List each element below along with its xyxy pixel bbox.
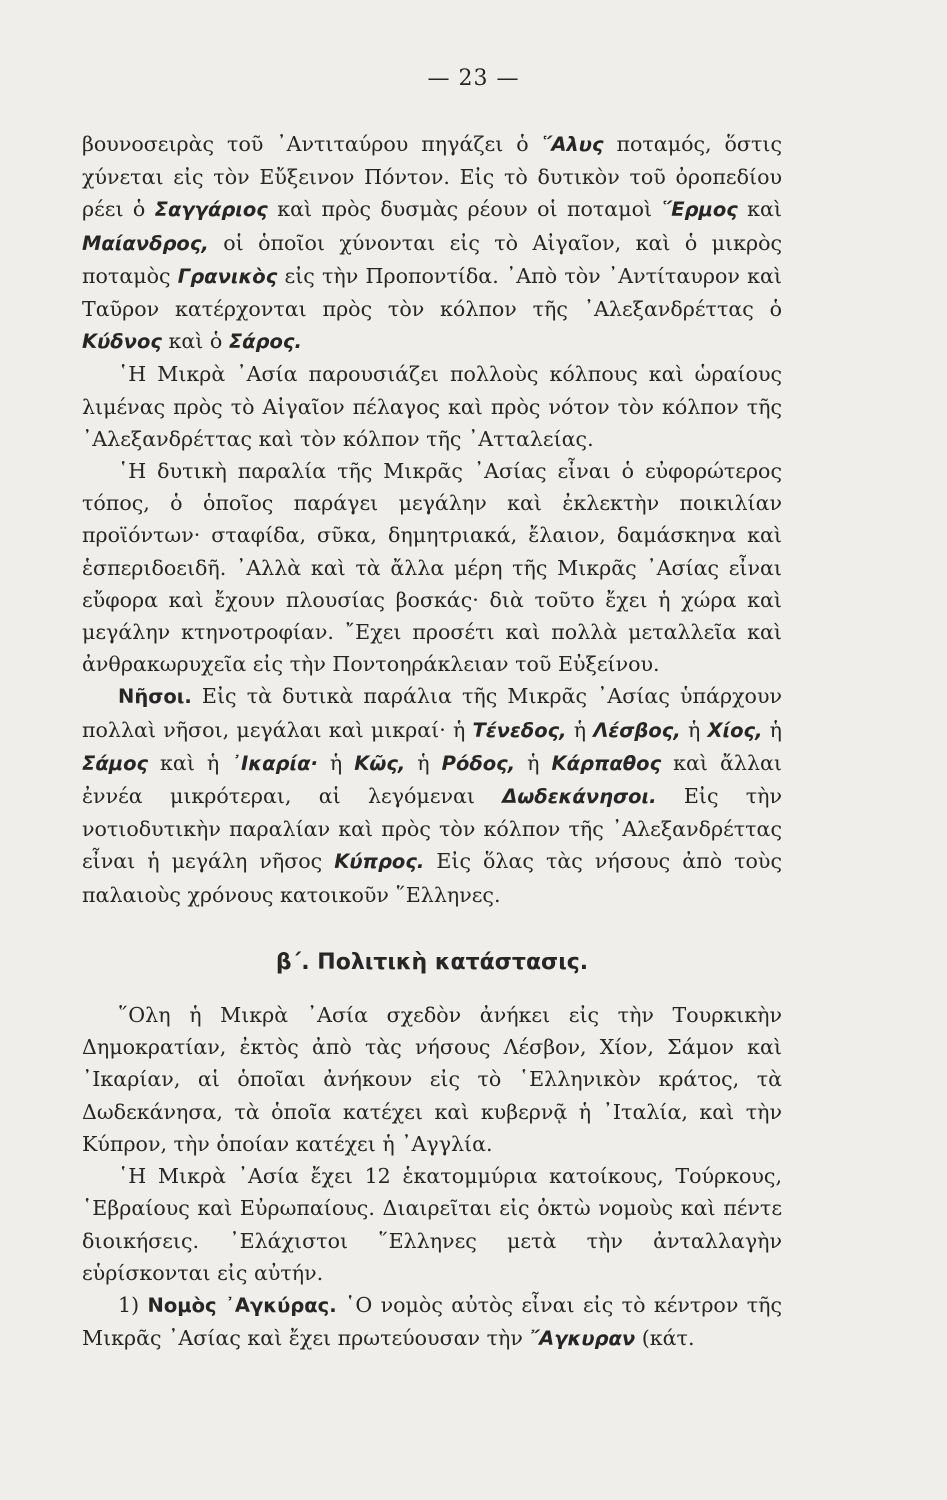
page-body [82,128,782,1355]
paragraph-islands: Νῆσοι. Εἰς τὰ δυτικὰ παράλια τῆς Μικρᾶς ᾿Ασίας ὑπάρχουν πολλαὶ νῆσοι, μεγάλαι καὶ μικραί· ἡ Τένεδος, ἡ Λέσβος, ἡ Χίος, ἡ Σάμος καὶ ἡ ᾿Ικαρία· ἡ Κῶς, ἡ Ρόδος, ἡ Κάρπαθος καὶ ἄλλαι ἐννέα μικρότεραι, αἱ λεγόμεναι Δωδεκάνησοι. Εἰς τὴν νοτιοδυτικὴν παραλίαν καὶ πρὸς τὸν κόλπον τῆς ᾿Αλεξανδρέττας εἶναι ἡ μεγάλη νῆσος Κύπρος. Εἰς ὅλας τὰς νήσους ἀπὸ τοὺς παλαιοὺς χρόνους κατοικοῦν ῞Ελληνες. [82,684,783,907]
section-title: β΄. Πολιτικὴ κατάστασις. [275,949,589,975]
term-maiandros: Μαίανδρος, [82,231,209,255]
term-kydnos: Κύδνος [82,330,162,354]
term-karpathos: Κάρπαθος [551,751,662,775]
heading-ankara-prefecture: Νομὸς ᾿Αγκύρας. [147,1293,337,1317]
term-chios: Χίος, [707,718,763,742]
paragraph-ankara: 1) Νομὸς ᾿Αγκύρας. ῾Ο νομὸς αὐτὸς εἶναι εἰς τὸ κέντρον τῆς Μικρᾶς ᾿Ασίας καὶ ἔχει πρωτεύουσαν τὴν ῎Αγκυραν (κάτ. [82,1292,782,1351]
term-samos: Σάμος [82,751,149,775]
page-number: — 23 — [427,66,520,91]
term-dodekanisoi: Δωδεκάνησοι. [502,785,657,809]
paragraph-population: ῾Η Μικρὰ ᾿Ασία ἔχει 12 ἑκατομμύρια κατοίκους, Τούρκους, ῾Εβραίους καὶ Εὐρωπαίους. Διαιρεῖται εἰς ὀκτὼ νομοὺς καὶ πέντε διοικήσεις. ᾿Ελάχιστοι ῞Ελληνες μετὰ τὴν ἀνταλλαγὴν εὑρίσκονται εἰς αὐτήν. [82,1164,782,1285]
term-kypros: Κύπρος. [334,850,425,874]
paragraph-west-coast: ῾Η δυτικὴ παραλία τῆς Μικρᾶς ᾿Ασίας εἶναι ὁ εὐφορώτερος τόπος, ὁ ὁποῖος παράγει μεγάλην καὶ ἐκλεκτὴν ποικιλίαν προϊόντων· σταφίδα, σῦκα, δημητριακά, ἔλαιον, δαμάσκηνα καὶ ἑσπεριδοειδῆ. ᾿Αλλὰ καὶ τὰ ἄλλα μέρη τῆς Μικρᾶς ᾿Ασίας εἶναι εὔφορα καὶ ἔχουν πλουσίας βοσκάς· διὰ τοῦτο ἔχει ἡ χώρα καὶ μεγάλην κτηνοτροφίαν. ῎Εχει προσέτι καὶ πολλὰ μεταλλεῖα καὶ ἀνθρακωρυχεῖα εἰς τὴν Ποντοηράκλειαν τοῦ Εὐξείνου. [82,459,782,677]
term-hermos: ῞Ερμος [661,198,738,222]
term-ikaria: ᾿Ικαρία· [231,751,318,775]
term-kos: Κῶς, [354,751,406,775]
term-halys: ῞Αλυς [541,133,604,156]
term-saros: Σάρος. [228,330,302,354]
term-tenedos: Τένεδος, [472,718,567,742]
paragraph-gulfs: ῾Η Μικρὰ ᾿Ασία παρουσιάζει πολλοὺς κόλπους καὶ ὡραίους λιμένας πρὸς τὸ Αἰγαῖον πέλαγος καὶ πρὸς νότον τὸν κόλπον τῆς ᾿Αλεξανδρέττας καὶ τὸν κόλπον τῆς ᾿Ατταλείας. [82,362,782,451]
term-lesvos: Λέσβος, [593,718,681,742]
term-rodos: Ρόδος, [441,751,516,775]
heading-islands: Νῆσοι. [118,685,192,709]
term-granikos: Γρανικὸς [177,264,278,288]
paragraph-rivers: βουνοσειρὰς τοῦ ᾿Αντιταύρου πηγάζει ὁ ῞Αλυς ποταμός, ὅστις χύνεται εἰς τὸν Εὔξεινον Πόντον. Εἰς τὸ δυτικὸν τοῦ ὀροπεδίου ρέει ὁ Σαγγάριος καὶ πρὸς δυσμὰς ρέουν οἱ ποταμοὶ ῞Ερμος καὶ Μαίανδρος, οἱ ὁποῖοι χύνονται εἰς τὸ Αἰγαῖον, καὶ ὁ μικρὸς ποταμὸς Γρανικὸς εἰς τὴν Προποντίδα. ᾿Απὸ τὸν ᾿Αντίταυρον καὶ Ταῦρον κατέρχονται πρὸς τὸν κόλπον τῆς ᾿Αλεξανδρέττας ὁ Κύδνος καὶ ὁ Σάρος. [82,132,783,354]
term-ankyra: ῎Αγκυραν [529,1327,636,1351]
paragraph-political: ῞Ολη ἡ Μικρὰ ᾿Ασία σχεδὸν ἀνήκει εἰς τὴν Τουρκικὴν Δημοκρατίαν, ἐκτὸς ἀπὸ τὰς νήσους Λέσβον, Χίον, Σάμον καὶ ᾿Ικαρίαν, αἱ ὁποῖαι ἀνήκουν εἰς τὸ ῾Ελληνικὸν κράτος, τὰ Δωδεκάνησα, τὰ ὁποῖα κατέχει καὶ κυβερνᾷ ἡ ᾿Ιταλία, καὶ τὴν Κύπρον, τὴν ὁποίαν κατέχει ἡ ᾿Αγγλία. [82,1003,782,1156]
term-sangarios: Σαγγάριος [154,198,268,222]
